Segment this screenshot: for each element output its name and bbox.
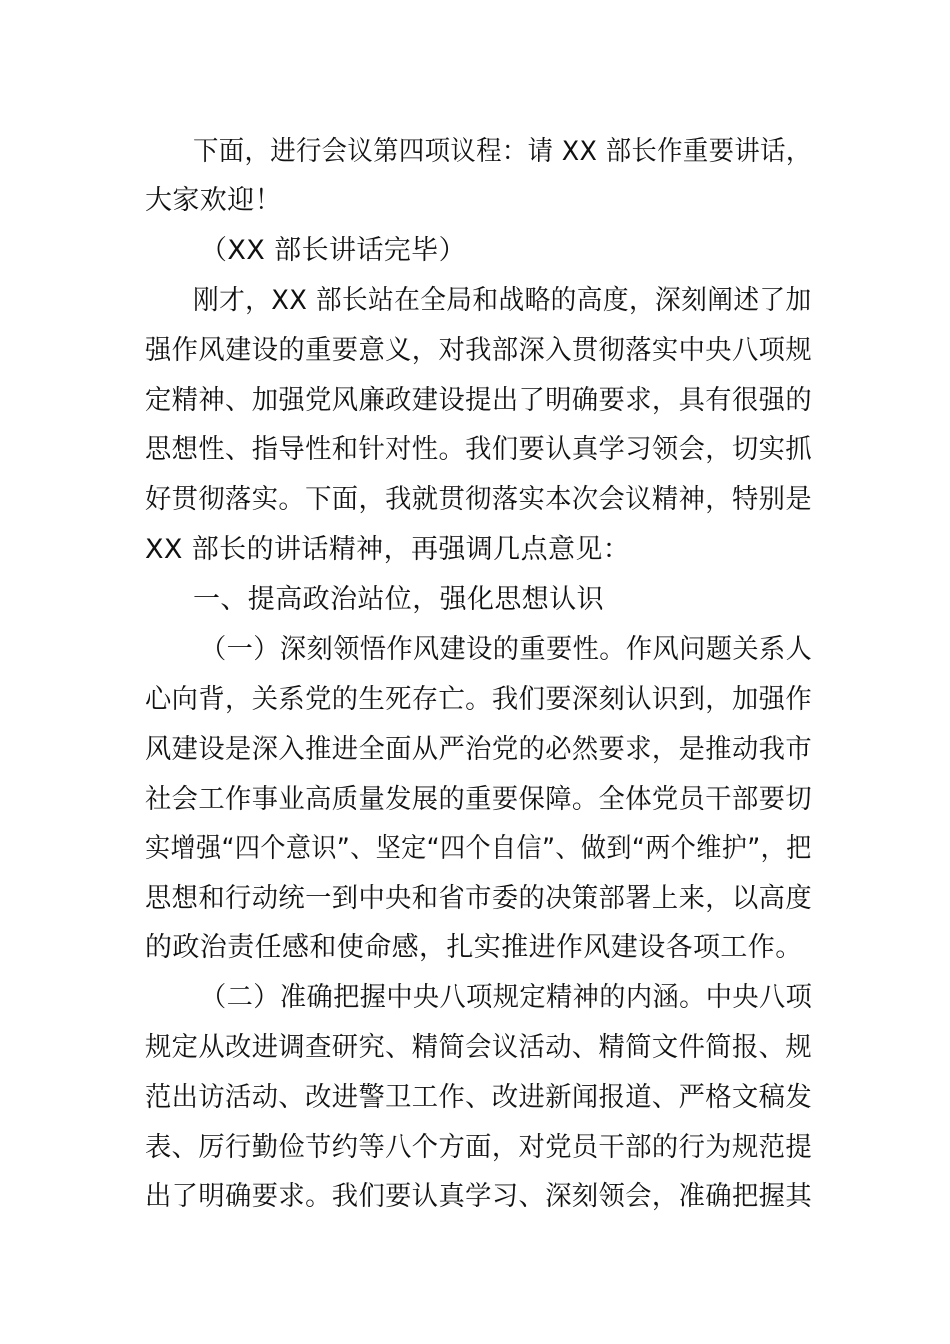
text-line: XX 部长的讲话精神，再强调几点意见： [145, 534, 631, 565]
text-line: 范出访活动、改进警卫工作、改进新闻报道、严格文稿发 [145, 1082, 812, 1113]
subsection-start-line: （二）准确把握中央八项规定精神的内涵。中央八项 [200, 982, 813, 1013]
text-line: 规定从改进调查研究、精简会议活动、精简文件简报、规 [145, 1032, 812, 1063]
text-line: 强作风建设的重要意义，对我部深入贯彻落实中央八项规 [145, 335, 812, 366]
text-line: 心向背，关系党的生死存亡。我们要深刻认识到，加强作 [145, 684, 812, 715]
text-line: 刚才，XX 部长站在全局和战略的高度，深刻阐述了加 [193, 285, 812, 316]
text-line: 表、厉行勤俭节约等八个方面，对党员干部的行为规范提 [145, 1132, 812, 1163]
text-line: （XX 部长讲话完毕） [200, 235, 466, 266]
text-line: 大家欢迎！ [145, 185, 282, 216]
text-line: 社会工作事业高质量发展的重要保障。全体党员干部要切 [145, 784, 812, 815]
subsection-start-line: （一）深刻领悟作风建设的重要性。作风问题关系人 [200, 634, 813, 665]
text-line: 思想和行动统一到中央和省市委的决策部署上来，以高度 [145, 883, 812, 914]
text-line: 出了明确要求。我们要认真学习、深刻领会，准确把握其 [145, 1181, 812, 1212]
text-line: 实增强“四个意识”、坚定“四个自信”、做到“两个维护”，把 [145, 833, 812, 864]
text-line: 下面，进行会议第四项议程：请 XX 部长作重要讲话， [193, 136, 812, 167]
section-heading: 一、提高政治站位，强化思想认识 [193, 584, 604, 615]
text-line: 思想性、指导性和针对性。我们要认真学习领会，切实抓 [145, 434, 812, 465]
text-line: 定精神、加强党风廉政建设提出了明确要求，具有很强的 [145, 385, 812, 416]
text-line: 好贯彻落实。下面，我就贯彻落实本次会议精神，特别是 [145, 484, 812, 515]
text-line: 风建设是深入推进全面从严治党的必然要求，是推动我市 [145, 734, 812, 765]
text-line: 的政治责任感和使命感，扎实推进作风建设各项工作。 [145, 932, 803, 963]
